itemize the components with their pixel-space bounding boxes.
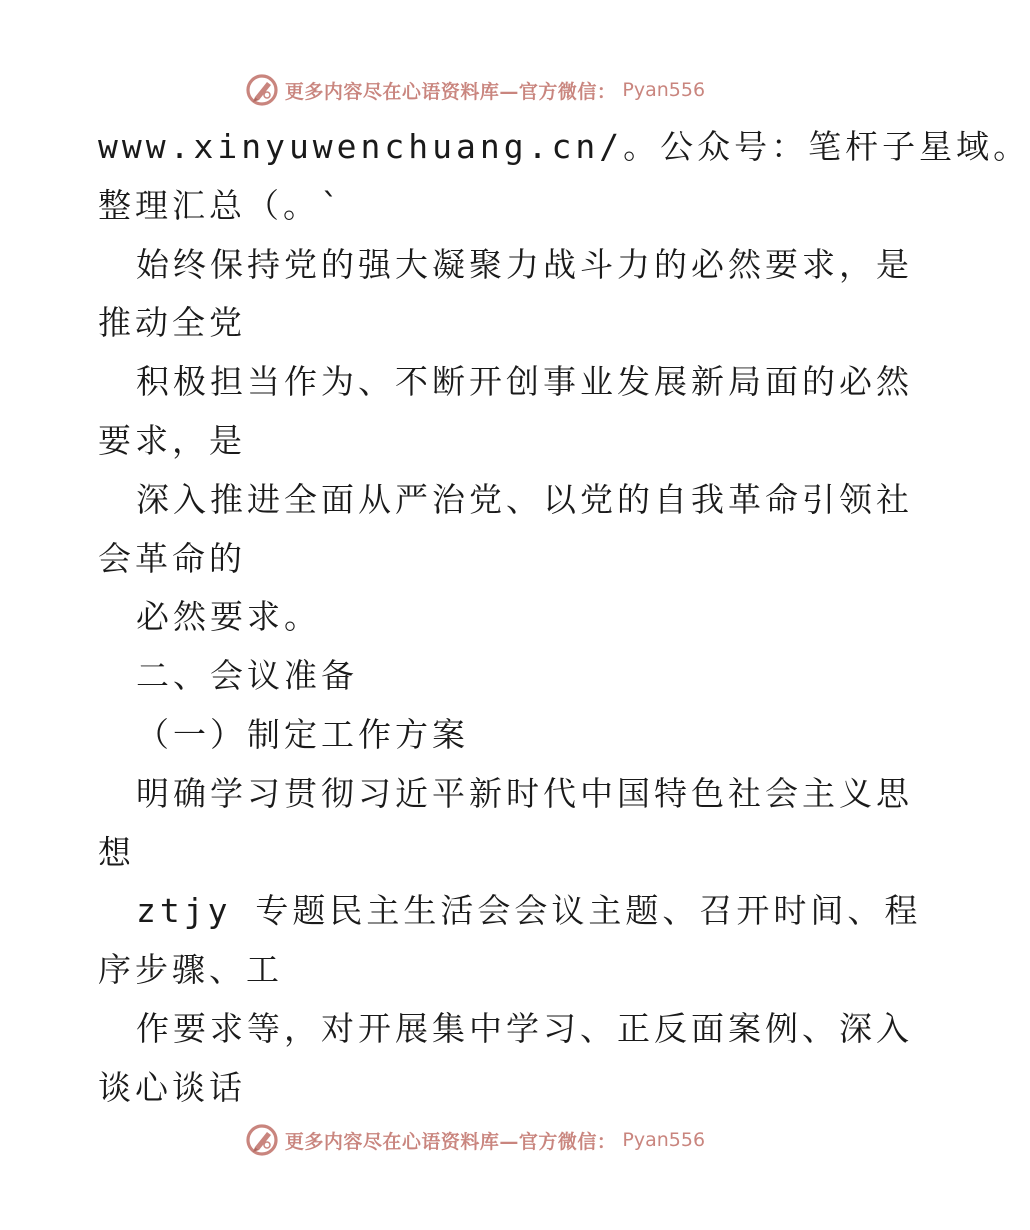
text-line: 想: [98, 832, 135, 872]
text-line: 谈心谈话: [98, 1067, 246, 1107]
text-line: 要求，是: [98, 420, 246, 460]
banner-text: 更多内容尽在心语资料库—官方微信：: [284, 1130, 617, 1153]
text-line: 必然要求。: [136, 597, 321, 637]
text-line: 深入推进全面从严治党、以党的自我革命引领社: [136, 479, 913, 519]
footer-banner[interactable]: [0, 1120, 950, 1160]
section-heading: 二、会议准备: [136, 656, 358, 696]
text-line: www.xinyuwenchuang.cn/。公众号：笔杆子星域。: [98, 127, 1030, 166]
text-line: ztjy 专题民主生活会会议主题、召开时间、程: [136, 891, 922, 931]
banner-text: 更多内容尽在心语资料库—官方微信：: [284, 80, 617, 103]
subsection-heading: （一）制定工作方案: [136, 714, 469, 754]
header-banner[interactable]: [0, 70, 950, 110]
pen-circle-logo-icon: [245, 1123, 279, 1157]
document-body: [98, 118, 1030, 1118]
text-line: 整理汇总（。`: [98, 185, 344, 225]
pen-circle-logo-icon: [245, 73, 279, 107]
text-line: 作要求等，对开展集中学习、正反面案例、深入: [136, 1008, 913, 1048]
text-line: 积极担当作为、不断开创事业发展新局面的必然: [136, 362, 913, 402]
text-line: 序步骤、工: [98, 950, 283, 990]
text-line: 会革命的: [98, 538, 246, 578]
text-line: 始终保持党的强大凝聚力战斗力的必然要求，是: [136, 244, 913, 284]
banner-wechat-id: Pyan556: [622, 79, 706, 101]
banner-wechat-id: Pyan556: [622, 1129, 706, 1151]
text-line: 推动全党: [98, 303, 246, 343]
text-line: 明确学习贯彻习近平新时代中国特色社会主义思: [136, 773, 913, 813]
